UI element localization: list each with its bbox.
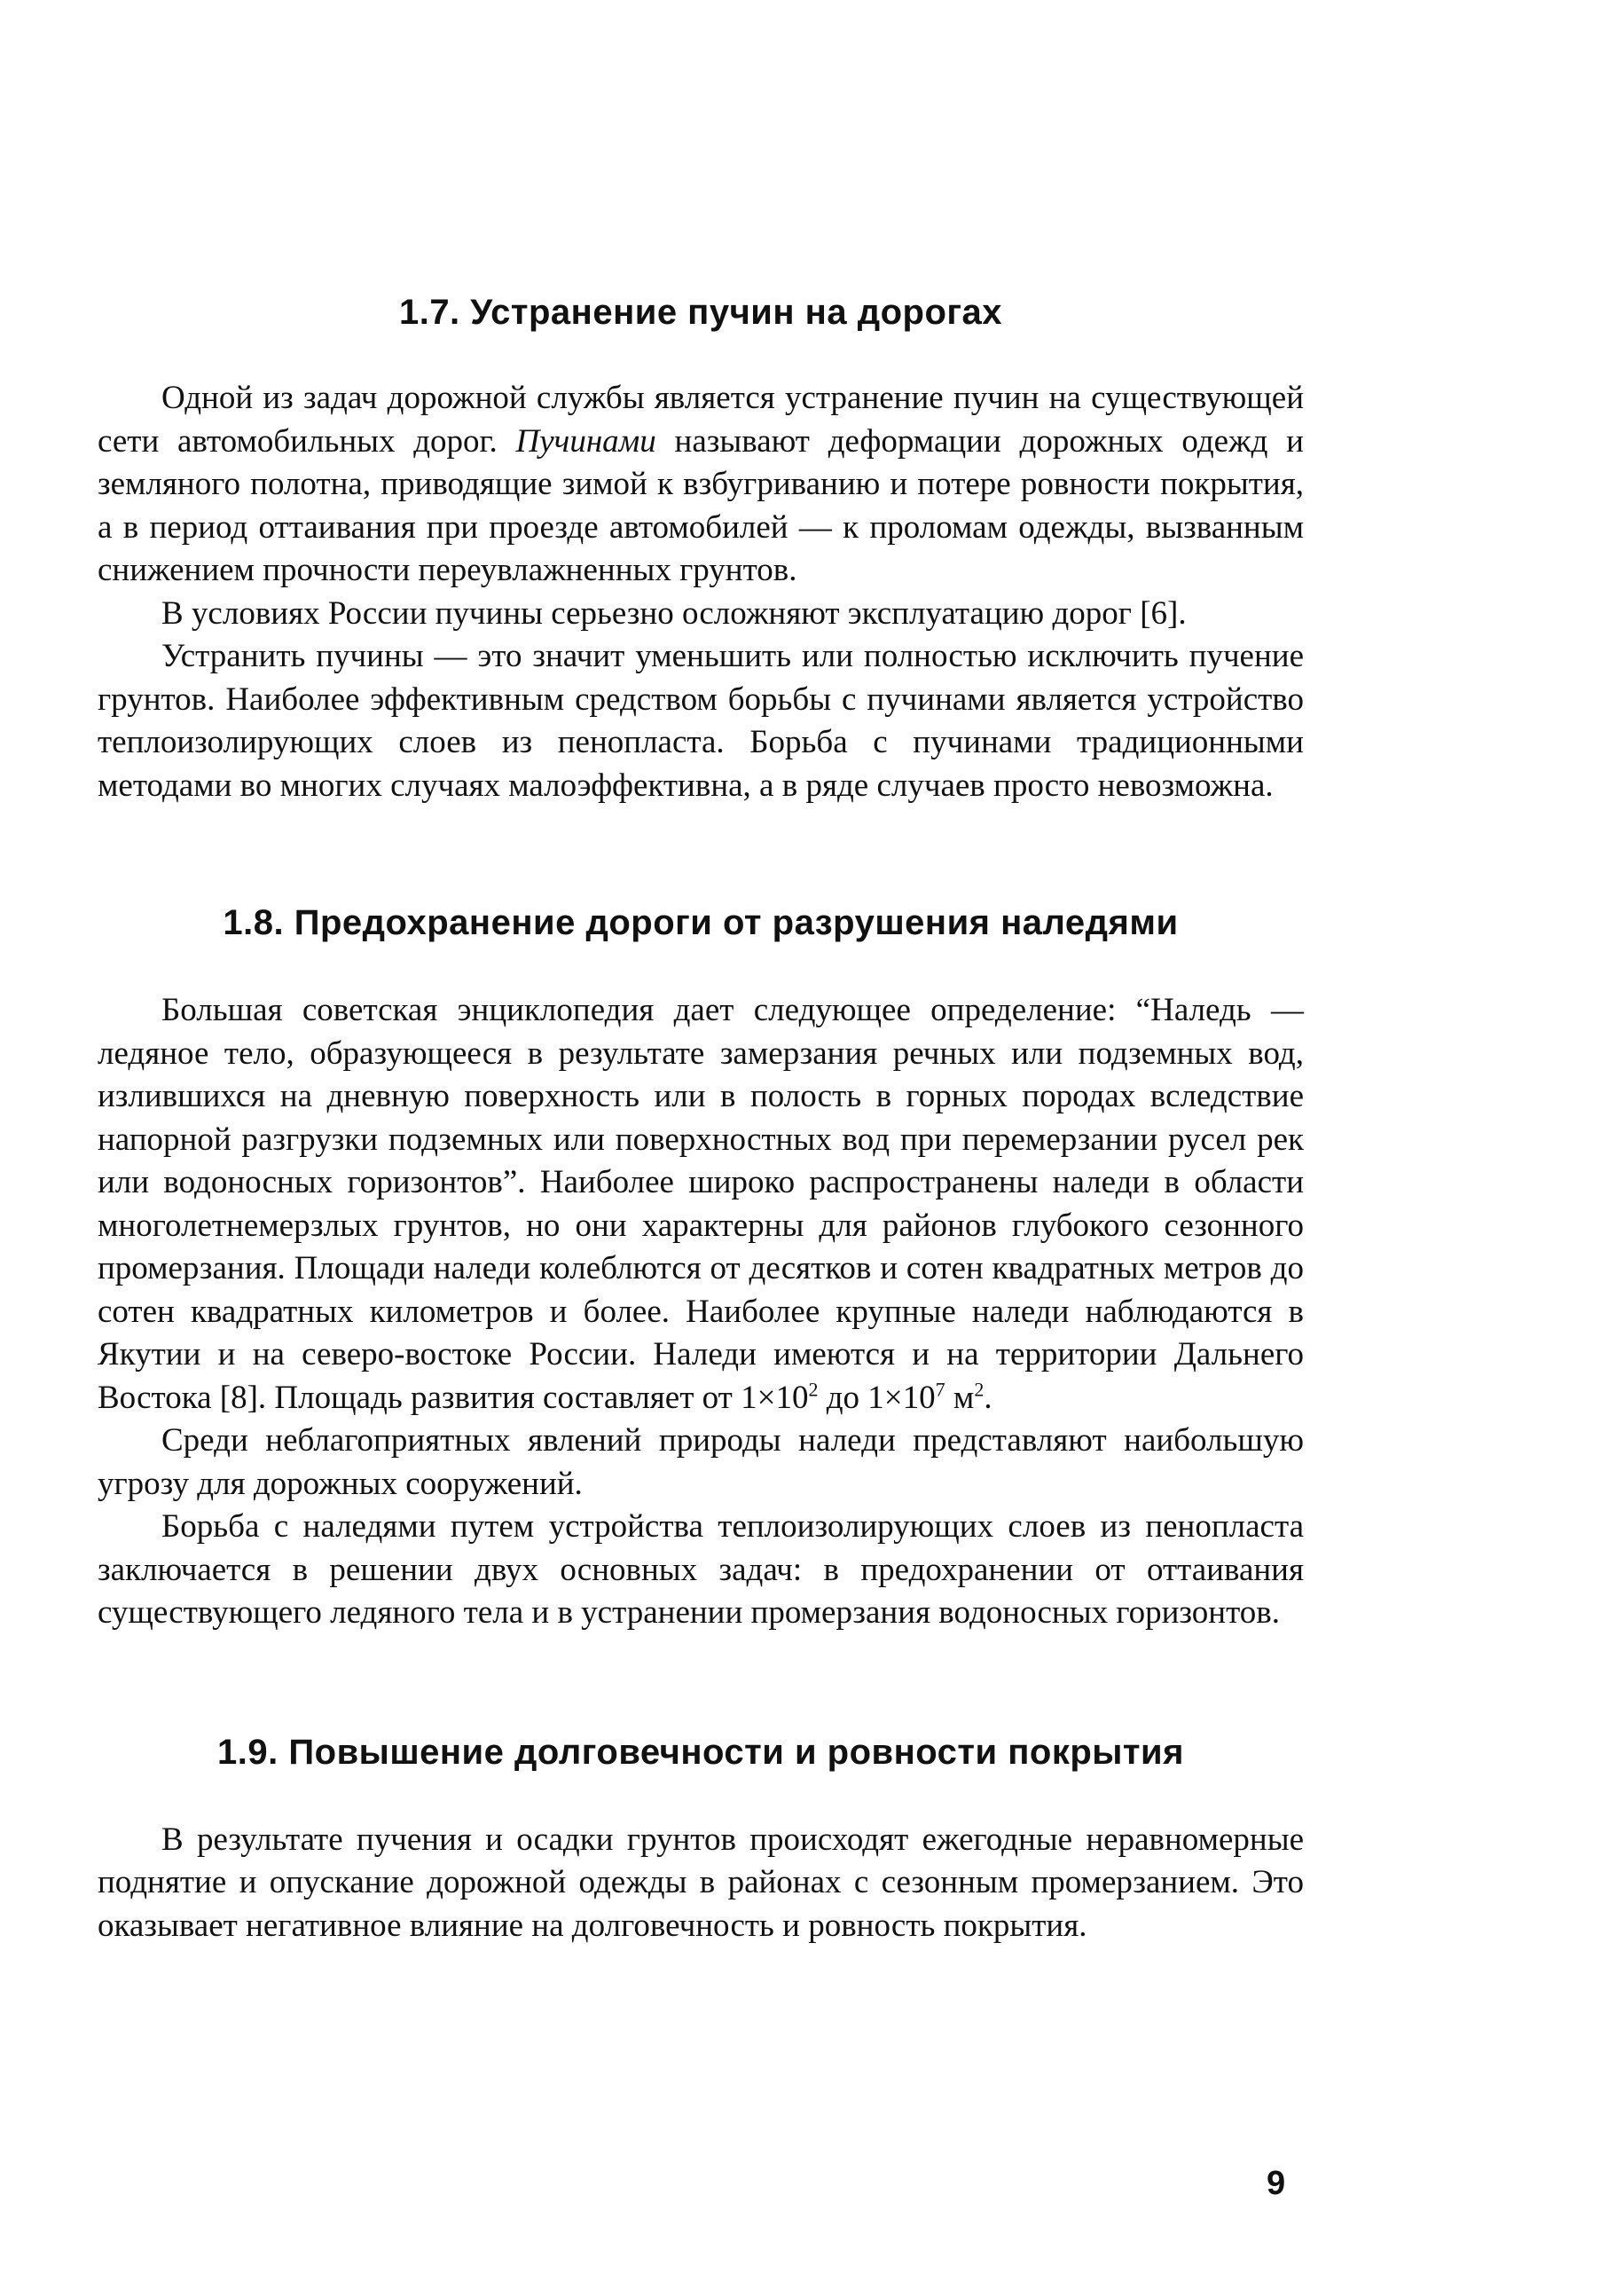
paragraph: Устранить пучины — это значит уменьшить или полностью исключить пучение грунтов. Наиболее эффективным средством борьбы с пучинами является устройство теплоизолирующих слоев из пенопласта. Борьба с пучинами традиционными методами во многих случаях малоэффективна, а в ряде случаев просто невозможна. <box>98 638 1304 804</box>
superscript: 2 <box>808 1378 819 1401</box>
section-title: 1.8. Предохранение дороги от разрушения наледями <box>223 903 1179 942</box>
page-number: 9 <box>1267 2165 1286 2202</box>
section-1-7 <box>98 293 1304 807</box>
section-title: 1.9. Повышение долговечности и ровности покрытия <box>217 1732 1184 1772</box>
paragraph <box>98 989 1304 1420</box>
text: м <box>945 1379 975 1416</box>
paragraph: Борьба с наледями путем устройства теплоизолирующих слоев из пенопласта заключается в решении двух основных задач: в предохранении от оттаивания существующего ледяного тела и в устранении промерзания водоносных горизонтов. <box>98 1508 1304 1631</box>
text: Большая советская энциклопедия дает следующее определение: “Наледь — ледяное тело, образующееся в результате замерзания речных или подземных вод, излившихся на дневную поверхность или в полость в горных породах вследствие напорной разгрузки подземных или поверхностных вод при перемерзании русел рек или водоносных горизонтов”. Наиболее широко распространены наледи в области многолетнемерзлых грунтов, но они характерны для районов глубокого сезонного промерзания. Площади наледи колеблются от десятков и сотен квадратных метров до сотен квадратных километров и более. Наиболее крупные наледи наблюдаются в Якутии и на северо-востоке России. Наледи имеются и на территории Дальнего Востока [8]. Площадь развития составляет от 1×10 <box>98 992 1304 1416</box>
italic-term: Пучинами <box>515 422 656 460</box>
text: до 1×10 <box>818 1379 936 1416</box>
section-1-9 <box>98 1733 1304 1948</box>
paragraph: В результате пучения и осадки грунтов происходят ежегодные неравномерные поднятие и опускание дорожной одежды в районах с сезонным промерзанием. Это оказывает негативное влияние на долговечность и ровность покрытия. <box>98 1821 1304 1944</box>
paragraph: В условиях России пучины серьезно осложняют эксплуатацию дорог [6]. <box>161 594 1187 632</box>
text: называют деформации дорожных одежд и земляного полотна, приводящие зимой к взбугриванию и потере ровности покрытия, а в период оттаивания при проезде автомобилей — к проломам одежды, вызванным снижением прочности переувлажненных грунтов. <box>98 422 1304 588</box>
superscript: 2 <box>974 1378 985 1401</box>
section-title: 1.7. Устранение пучин на дорогах <box>398 293 1003 332</box>
superscript: 7 <box>935 1378 945 1401</box>
page-content <box>98 293 1304 1947</box>
section-1-8 <box>98 903 1304 1635</box>
paragraph <box>98 377 1304 593</box>
text: Одной из задач дорожной службы является устранение пучин на существующей сети автомобильных дорог. <box>98 380 1304 460</box>
paragraph: Среди неблагоприятных явлений природы наледи представляют наибольшую угрозу для дорожных сооружений. <box>98 1422 1304 1502</box>
text: . <box>984 1379 992 1416</box>
